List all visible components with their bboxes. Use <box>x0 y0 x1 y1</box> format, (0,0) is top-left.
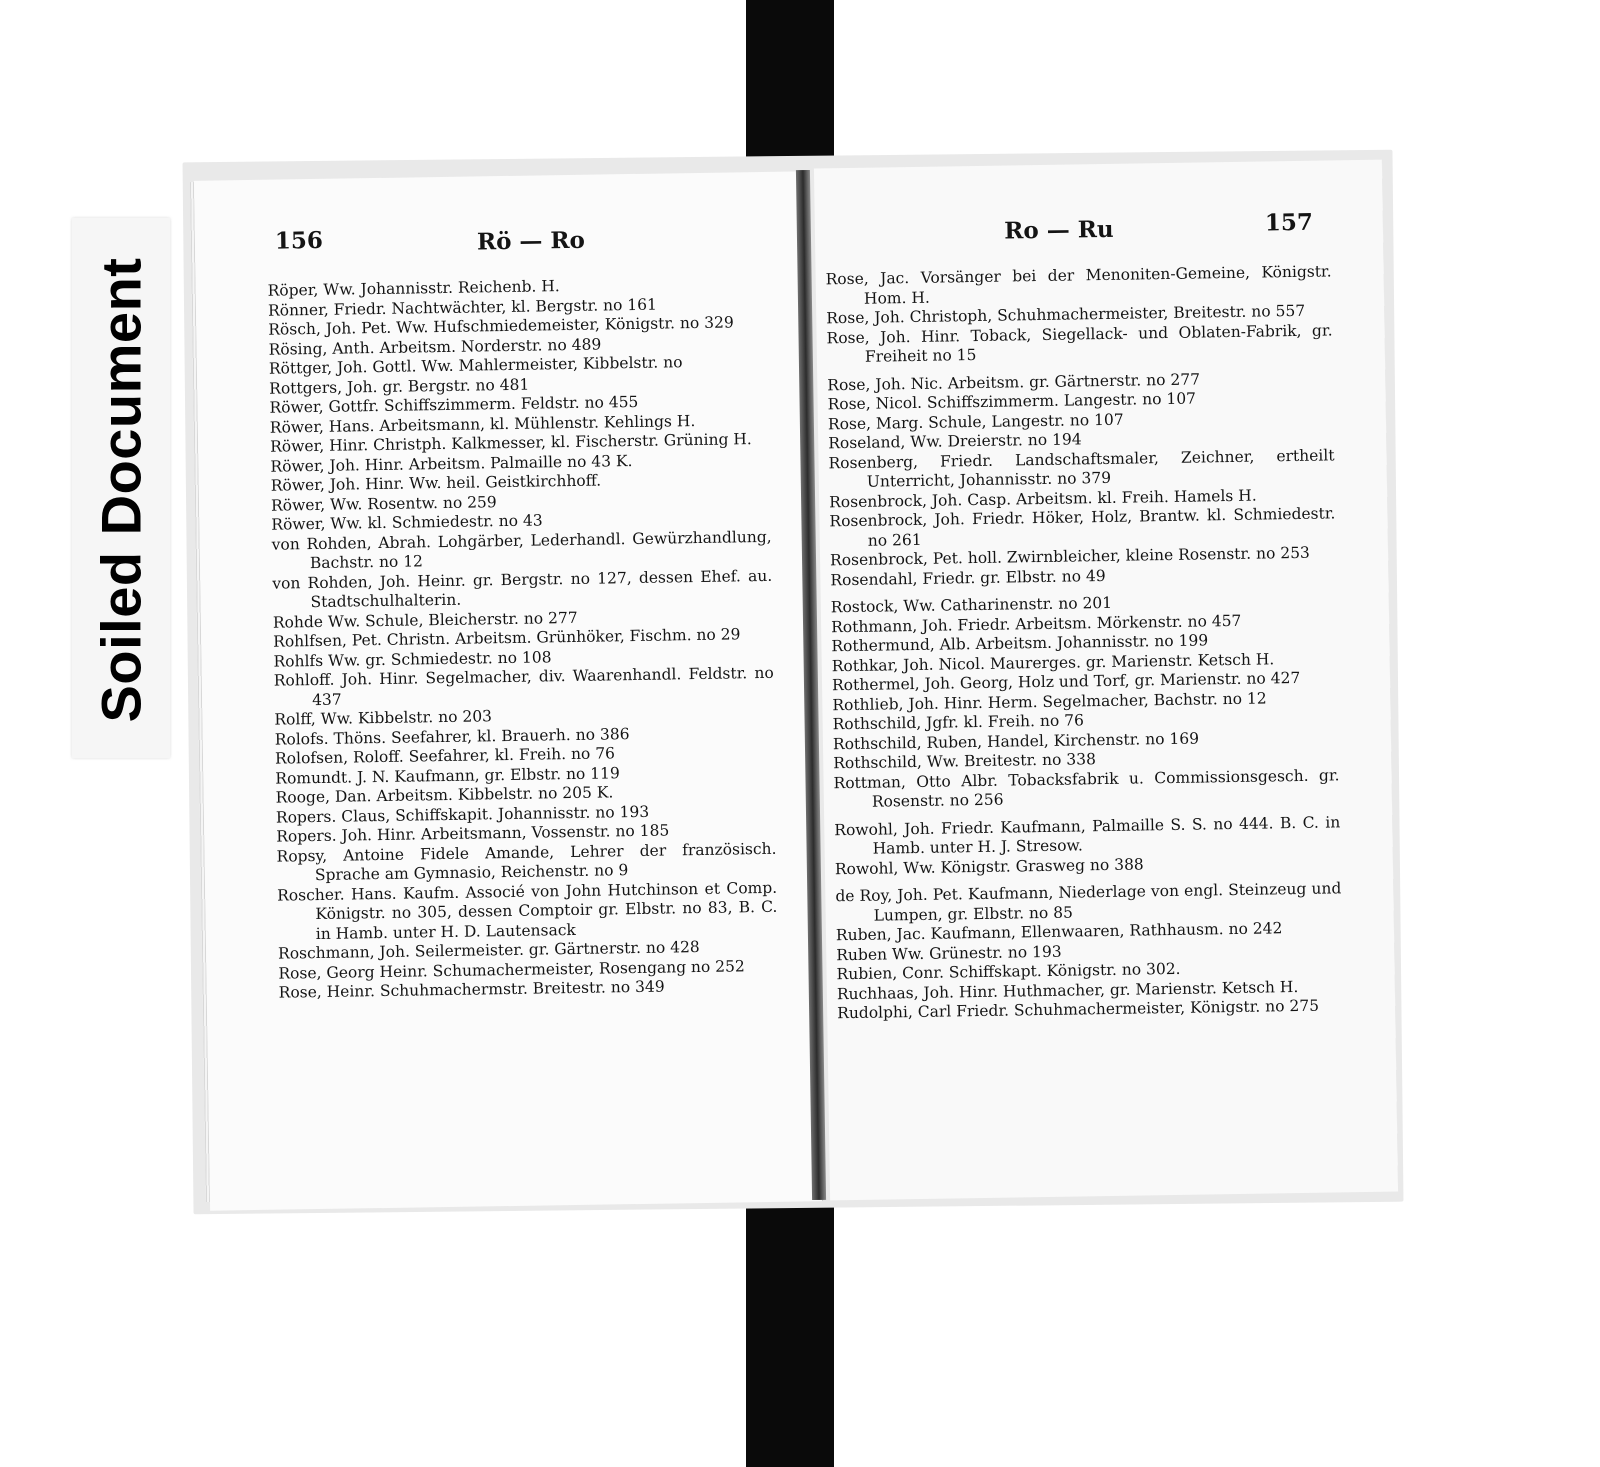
directory-entry: Rose, Joh. Nic. Arbeitsm. gr. Gärtnerstr. no 277 <box>827 369 1201 394</box>
directory-entry: Ropers. Joh. Hinr. Arbeitsmann, Vossenstr. no 185 <box>276 821 670 846</box>
left-page-number: 156 <box>274 226 324 255</box>
directory-entry: Roscher. Hans. Kaufm. Associé von John Hutchinson et Comp. Königstr. no 305, dessen Comptoir gr. Elbstr. no 83, B. C. in Hamb. unter H. D. Lautensack <box>277 878 778 943</box>
directory-entry: Röwer, Ww. Rosentw. no 259 <box>270 492 497 515</box>
directory-entry: von Rohden, Joh. Heinr. gr. Bergstr. no 127, dessen Ehef. au. Stadtschulhalterin. <box>272 566 773 612</box>
binding-strap-top <box>746 0 834 168</box>
directory-entry: Rose, Heinr. Schuhmachermstr. Breitestr. no 349 <box>278 977 665 1002</box>
directory-entry: Rudolphi, Carl Friedr. Schuhmachermeister, Königstr. no 275 <box>837 996 1320 1023</box>
directory-entry: Rosenberg, Friedr. Landschaftsmaler, Zeichner, ertheilt Unterricht, Johannisstr. no 379 <box>828 445 1335 491</box>
directory-entry: Rothschild, Ww. Breitestr. no 338 <box>833 750 1097 773</box>
left-header-range: Rö — Ro <box>476 226 586 256</box>
directory-entry: Rothschild, Ruben, Handel, Kirchenstr. no 169 <box>832 729 1200 753</box>
directory-entry: Rothlieb, Joh. Hinr. Herm. Segelmacher, Bachstr. no 12 <box>832 688 1267 714</box>
directory-entry: Rothmann, Joh. Friedr. Arbeitsm. Mörkenstr. no 457 <box>830 611 1242 636</box>
directory-entry: Rose, Georg Heinr. Schumachermeister, Rosengang no 252 <box>278 956 745 983</box>
right-page <box>814 160 1398 1201</box>
directory-entry: Rösing, Anth. Arbeitsm. Norderstr. no 489 <box>268 335 602 359</box>
directory-entry: Ropsy, Antoine Fidele Amande, Lehrer der französisch. Sprache am Gymnasio, Reichenstr. no 9 <box>276 839 777 885</box>
directory-entry: de Roy, Joh. Pet. Kaufmann, Niederlage von engl. Steinzeug und Lumpen, gr. Elbstr. no 85 <box>835 879 1342 925</box>
directory-entry: Rohlfs Ww. gr. Schmiedestr. no 108 <box>273 647 552 671</box>
right-page-number: 157 <box>1264 208 1314 237</box>
directory-entry: Rohloff. Joh. Hinr. Segelmacher, div. Waarenhandl. Feldstr. no 437 <box>273 663 774 709</box>
directory-entry: Rottgers, Joh. gr. Bergstr. no 481 <box>269 375 530 398</box>
directory-entry: Rolofs. Thöns. Seefahrer, kl. Brauerh. no 386 <box>274 724 630 749</box>
directory-entry: Rose, Marg. Schule, Langestr. no 107 <box>827 410 1124 433</box>
directory-entry: Rösch, Joh. Pet. Ww. Hufschmiedemeister, Königstr. no 329 <box>268 313 734 339</box>
right-entry-list <box>826 262 1344 1023</box>
directory-entry: Rowohl, Ww. Königstr. Grasweg no 388 <box>834 854 1144 878</box>
directory-entry: Röwer, Joh. Hinr. Ww. heil. Geistkirchhoff. <box>270 471 602 495</box>
directory-entry: Ruben Ww. Grünestr. no 193 <box>836 942 1062 964</box>
binding-strap-bottom <box>746 1198 834 1467</box>
directory-entry: Rottman, Otto Albr. Tobacksfabrik u. Commissionsgesch. gr. Rosenstr. no 256 <box>833 765 1340 811</box>
left-page <box>194 171 823 1211</box>
directory-entry: Rosenbrock, Joh. Friedr. Höker, Holz, Brantw. kl. Schmiedestr. no 261 <box>829 504 1336 550</box>
directory-entry: Rose, Nicol. Schiffszimmerm. Langestr. no 107 <box>827 389 1197 414</box>
directory-entry: Romundt. J. N. Kaufmann, gr. Elbstr. no 119 <box>275 763 620 788</box>
directory-entry: Röttger, Joh. Gottl. Ww. Mahlermeister, Kibbelstr. no <box>268 353 683 378</box>
directory-entry: Rubien, Conr. Schiffskapt. Königstr. no 302. <box>836 959 1181 984</box>
left-page-header <box>195 219 808 269</box>
directory-entry: Ruben, Jac. Kaufmann, Ellenwaaren, Rathhausm. no 242 <box>835 919 1283 945</box>
directory-entry: Rothkar, Joh. Nicol. Maurerges. gr. Marienstr. Ketsch H. <box>831 649 1275 675</box>
directory-entry: Röper, Ww. Johannisstr. Reichenb. H. <box>267 277 560 300</box>
directory-entry: Rose, Joh. Christoph, Schuhmachermeister, Breitestr. no 557 <box>826 301 1306 328</box>
directory-entry: Rosendahl, Friedr. gr. Elbstr. no 49 <box>830 566 1106 589</box>
left-entry-list <box>268 274 779 1003</box>
directory-entry: von Rohden, Abrah. Lohgärber, Lederhandl. Gewürzhandlung, Bachstr. no 12 <box>271 527 772 573</box>
directory-entry: Rönner, Friedr. Nachtwächter, kl. Bergstr. no 161 <box>267 295 658 320</box>
directory-entry: Ruchhaas, Joh. Hinr. Huthmacher, gr. Marienstr. Ketsch H. <box>836 977 1299 1003</box>
directory-entry: Röwer, Joh. Hinr. Arbeitsm. Palmaille no 43 K. <box>270 451 633 476</box>
directory-entry: Ropers. Claus, Schiffskapit. Johannisstr. no 193 <box>275 802 650 827</box>
right-page-header <box>815 208 1384 257</box>
directory-entry: Rooge, Dan. Arbeitsm. Kibbelstr. no 205 K. <box>275 783 614 807</box>
directory-entry: Rothschild, Jgfr. kl. Freih. no 76 <box>832 711 1085 734</box>
directory-entry: Röwer, Hans. Arbeitsmann, kl. Mühlenstr. Kehlings H. <box>269 411 696 437</box>
directory-entry: Rohlfsen, Pet. Christn. Arbeitsm. Grünhöker, Fischm. no 29 <box>273 625 741 651</box>
directory-entry: Röwer, Ww. kl. Schmiedestr. no 43 <box>271 511 543 534</box>
directory-entry: Rolff, Ww. Kibbelstr. no 203 <box>274 707 493 729</box>
directory-entry: Rolofsen, Roloff. Seefahrer, kl. Freih. no 76 <box>274 744 616 768</box>
directory-entry: Rowohl, Joh. Friedr. Kaufmann, Palmaille S. S. no 444. B. C. in Hamb. unter H. J. Stresow. <box>834 812 1341 858</box>
directory-entry: Rostock, Ww. Catharinenstr. no 201 <box>830 593 1113 617</box>
soiled-document-stamp: Soiled Document <box>89 257 153 723</box>
directory-entry: Rosenbrock, Pet. holl. Zwirnbleicher, kleine Rosenstr. no 253 <box>829 543 1310 570</box>
directory-entry: Rose, Jac. Vorsänger bei der Menoniten-Gemeine, Königstr. Hom. H. <box>825 262 1332 308</box>
directory-entry: Rosenbrock, Joh. Casp. Arbeitsm. kl. Freih. Hamels H. <box>829 486 1257 511</box>
directory-entry: Rohde Ww. Schule, Bleicherstr. no 277 <box>272 608 578 632</box>
directory-entry: Röwer, Hinr. Christph. Kalkmesser, kl. Fischerstr. Grüning H. <box>269 430 752 456</box>
directory-entry: Röwer, Gottfr. Schiffszimmerm. Feldstr. no 455 <box>269 392 639 417</box>
directory-entry: Rothermel, Joh. Georg, Holz und Torf, gr. Marienstr. no 427 <box>831 668 1301 695</box>
directory-entry: Rose, Joh. Hinr. Toback, Siegellack- und Oblaten-Fabrik, gr. Freiheit no 15 <box>826 320 1333 366</box>
directory-entry: Roschmann, Joh. Seilermeister. gr. Gärtnerstr. no 428 <box>277 938 700 963</box>
right-header-range: Ro — Ru <box>1004 215 1114 245</box>
directory-entry: Roseland, Ww. Dreierstr. no 194 <box>828 430 1082 453</box>
directory-entry: Rothermund, Alb. Arbeitsm. Johannisstr. no 199 <box>831 631 1209 656</box>
